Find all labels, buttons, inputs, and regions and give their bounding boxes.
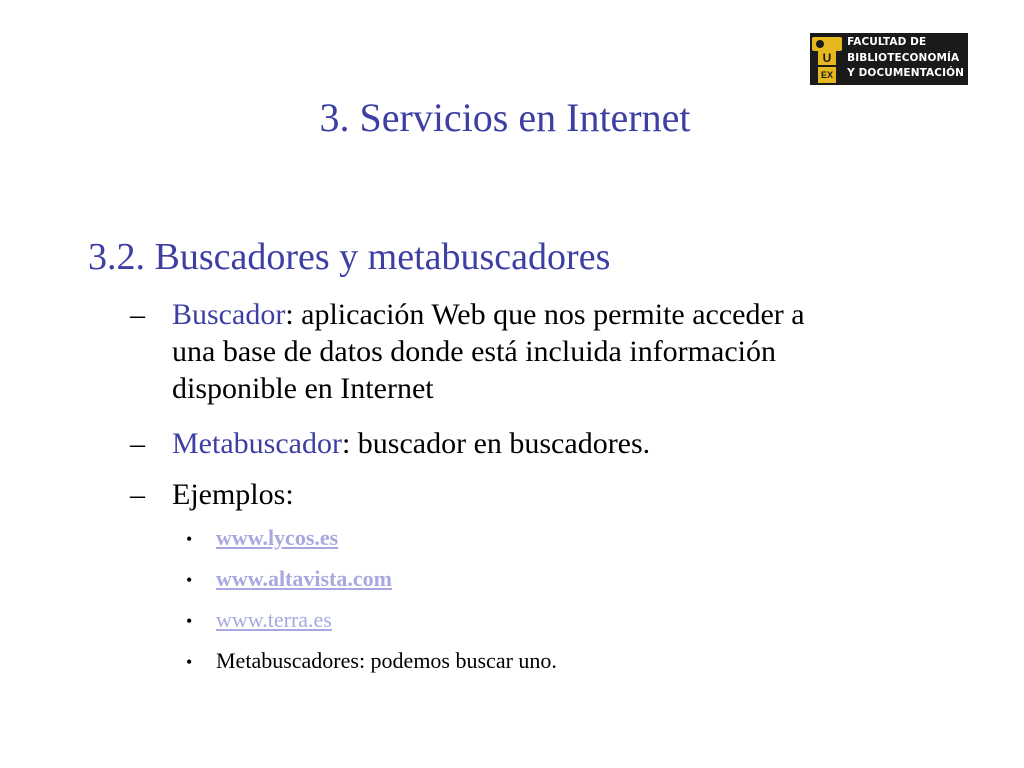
slide-title: 3. Servicios en Internet [319,95,691,140]
logo-line-2: BIBLIOTECONOMÍA [847,51,960,64]
link-lycos[interactable]: www.lycos.es [216,525,339,550]
example-item [186,605,332,636]
key-icon [812,37,842,51]
example-item [186,564,392,595]
bullet-dot: • [186,611,193,631]
logo-line-3: Y DOCUMENTACIÓN [847,67,964,79]
example-item [186,523,338,554]
ejemplos-label: Ejemplos: [172,478,294,511]
logo-line-1: FACULTAD DE [847,36,927,48]
emblem-u: U [818,51,836,65]
bullet-dot: • [186,570,193,590]
link-altavista[interactable]: www.altavista.com [216,566,392,591]
definition-line-3: disponible en Internet [172,372,434,405]
logo-text [843,33,968,85]
term-metabuscador: Metabuscador [172,427,342,460]
section-subtitle: 3.2. Buscadores y metabuscadores [88,236,611,278]
university-emblem-icon [810,33,843,85]
bullet-dot: • [186,652,193,672]
faculty-logo [810,33,968,85]
definition-line-1: : aplicación Web que nos permite acceder a [285,298,805,331]
dash-bullet: – [130,427,145,460]
dash-bullet: – [130,478,145,511]
link-terra[interactable]: www.terra.es [216,607,332,632]
term-buscador: Buscador [172,298,286,331]
bullet-dot: • [186,529,193,549]
metabuscadores-note: Metabuscadores: podemos buscar uno. [216,648,557,673]
list-item-metabuscador [130,425,930,462]
example-item [186,646,557,677]
definition-line-2: una base de datos donde está incluida información [172,335,776,368]
dash-bullet: – [130,298,145,331]
definition-metabuscador: : buscador en buscadores. [341,427,651,460]
emblem-ex: EX [818,67,836,83]
list-item-ejemplos [130,476,930,513]
list-item-buscador [130,296,930,407]
